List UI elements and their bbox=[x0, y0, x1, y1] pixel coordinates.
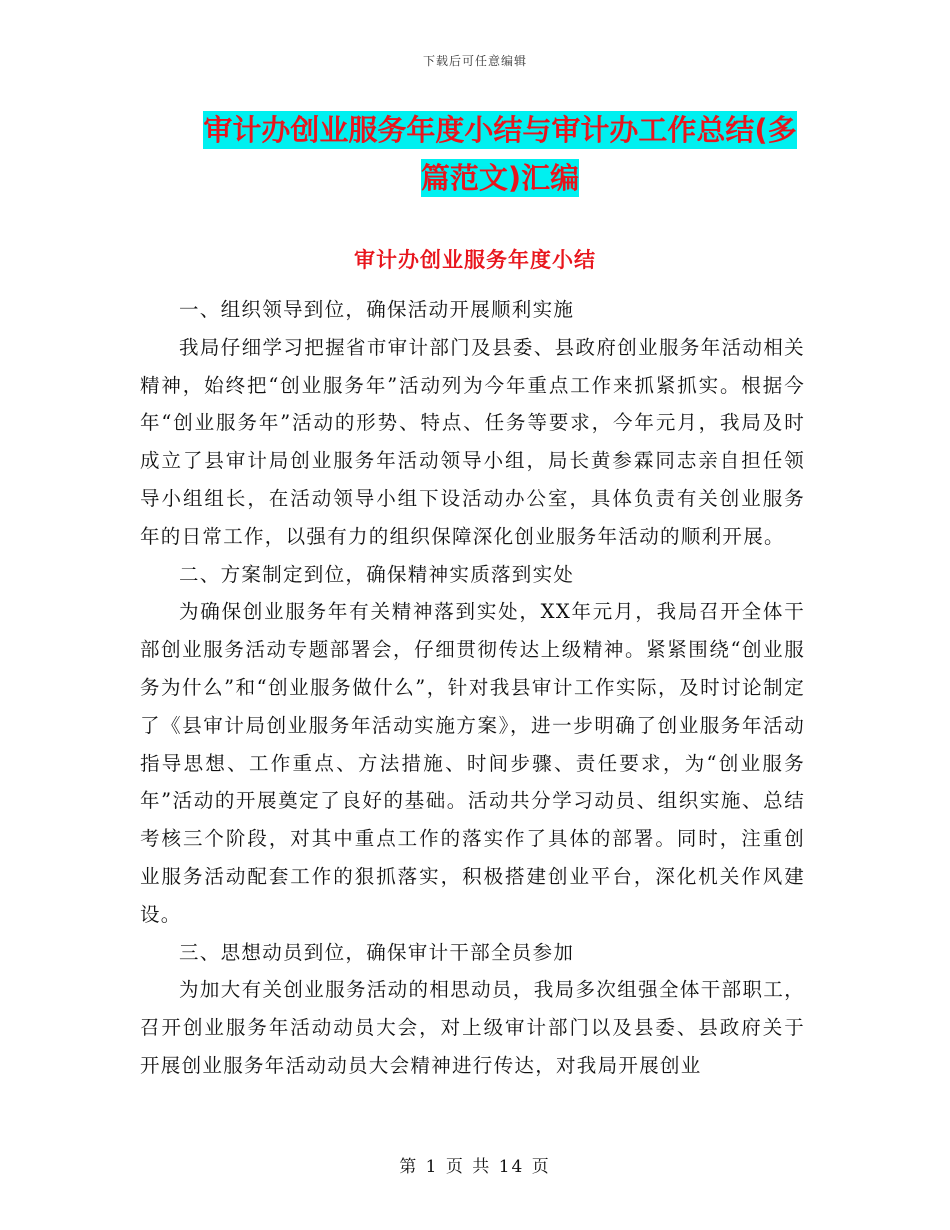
paragraph: 为确保创业服务年有关精神落到实处，XX年元月，我局召开全体干部创业服务活动专题部署会，仔细贯彻传达上级精神。紧紧围绕“创业服务为什么”和“创业服务做什么”，针对我县审计工作实际，及时讨论制定了《县审计局创业服务年活动实施方案》，进一步明确了创业服务年活动指导思想、工作重点、方法措施、时间步骤、责任要求，为“创业服务年”活动的开展奠定了良好的基础。活动共分学习动员、组织实施、总结考核三个阶段，对其中重点工作的落实作了具体的部署。同时，注重创业服务活动配套工作的狠抓落实，积极搭建创业平台，深化机关作风建设。 bbox=[140, 600, 805, 926]
document-body bbox=[140, 291, 805, 1085]
header-note: 下载后可任意编辑 bbox=[422, 54, 527, 68]
paragraph-heading-3: 三、思想动员到位，确保审计干部全员参加 bbox=[179, 940, 575, 964]
section-title: 审计办创业服务年度小结 bbox=[354, 248, 596, 272]
page-number: 第 1 页 共 14 页 bbox=[399, 1157, 551, 1177]
document-title-text: 审计办创业服务年度小结与审计办工作总结(多篇范文)汇编 bbox=[203, 113, 797, 195]
paragraph-heading-2: 二、方案制定到位，确保精神实质落到实处 bbox=[179, 562, 575, 586]
paragraph: 为加大有关创业服务活动的相思动员，我局多次组强全体干部职工，召开创业服务年活动动员大会，对上级审计部门以及县委、县政府关于开展创业服务年活动动员大会精神进行传达，对我局开展创业 bbox=[140, 978, 805, 1077]
paragraph: 我局仔细学习把握省市审计部门及县委、县政府创业服务年活动相关精神，始终把“创业服务年”活动列为今年重点工作来抓紧抓实。根据今年“创业服务年”活动的形势、特点、任务等要求，今年元月，我局及时成立了县审计局创业服务年活动领导小组，局长黄参霖同志亲自担任领导小组组长，在活动领导小组下设活动办公室，具体负责有关创业服务年的日常工作，以强有力的组织保障深化创业服务年活动的顺利开展。 bbox=[140, 335, 805, 548]
paragraph-heading-1: 一、组织领导到位，确保活动开展顺利实施 bbox=[179, 298, 575, 321]
document-title bbox=[190, 106, 810, 202]
